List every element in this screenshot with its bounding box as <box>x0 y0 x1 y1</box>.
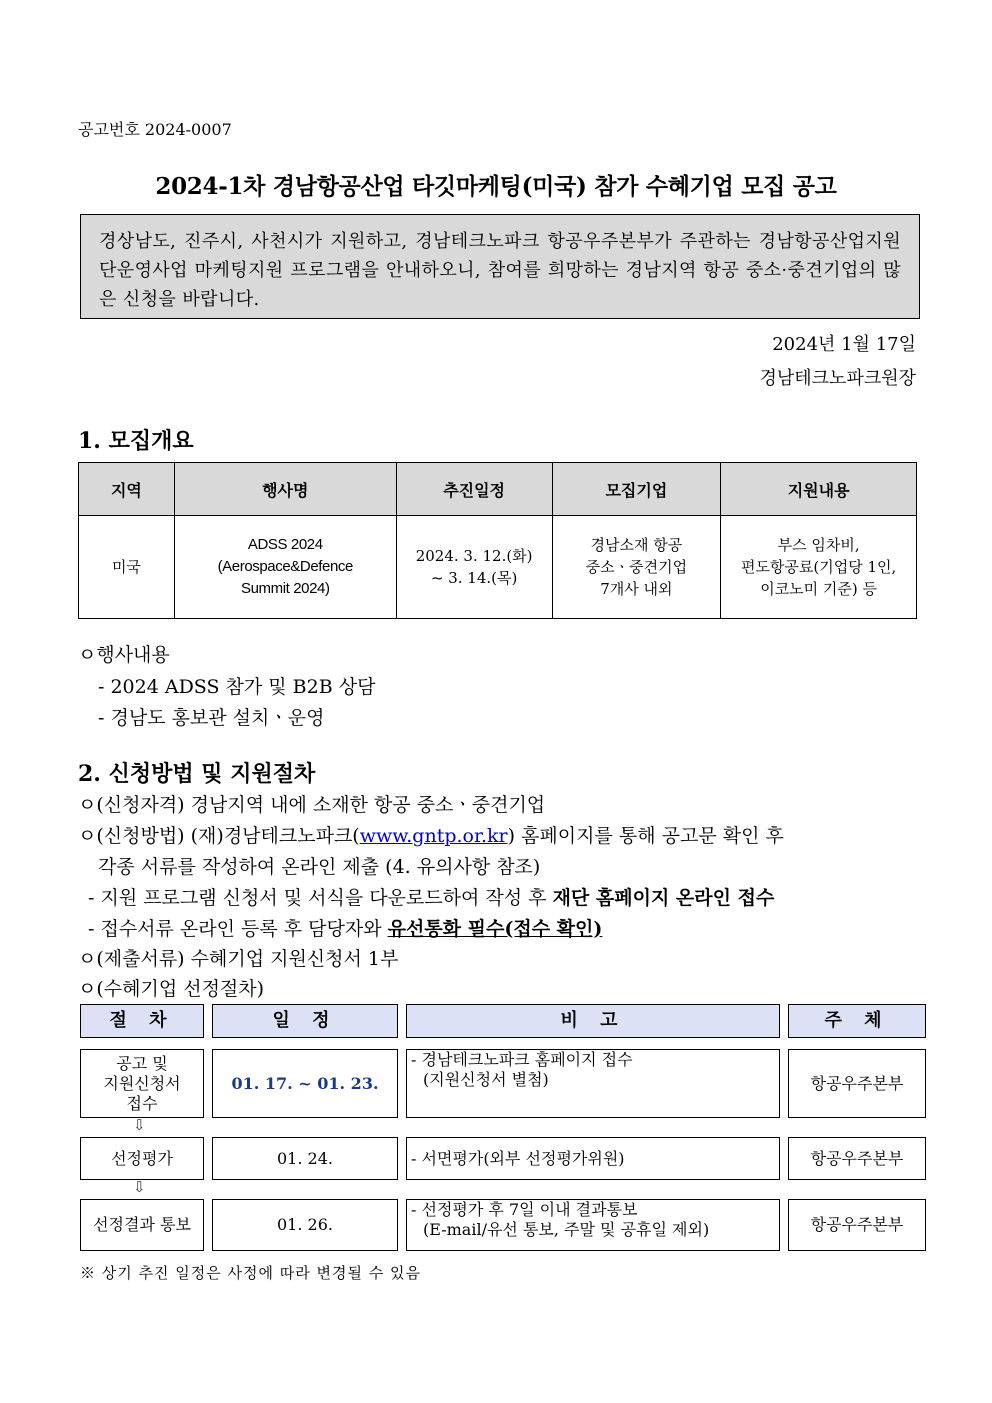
issuer: 경남테크노파크원장 <box>759 368 916 389</box>
process-owner-1: 항공우주본부 <box>788 1049 926 1118</box>
process-note-3 <box>406 1199 780 1251</box>
process-schedule-1: 01. 17. ~ 01. 23. <box>212 1049 398 1118</box>
down-arrow-icon: ⇩ <box>133 1116 146 1134</box>
support-line: 이코노미 기준) 등 <box>760 580 878 598</box>
process-header-step: 절 차 <box>80 1004 204 1038</box>
cell-companies <box>552 516 721 619</box>
header-support: 지원내용 <box>721 463 917 516</box>
step-line: 지원신청서 <box>103 1073 181 1093</box>
method-prefix: ㅇ(신청방법) (재)경남테크노파크( <box>78 825 360 847</box>
method-suffix: ) 홈페이지를 통해 공고문 확인 후 <box>507 825 784 847</box>
cell-event <box>174 516 396 619</box>
support-line: 부스 임차비, <box>777 536 860 554</box>
event-line: ADSS 2024 <box>247 536 323 553</box>
cell-region: 미국 <box>79 516 175 619</box>
footnote: ※ 상기 추진 일정은 사정에 따라 변경될 수 있음 <box>80 1264 421 1282</box>
overview-row <box>79 516 917 619</box>
header-region: 지역 <box>79 463 175 516</box>
method-bullet-1 <box>88 883 774 910</box>
event-item: - 경남도 홍보관 설치ㆍ운영 <box>98 707 325 729</box>
event-content-heading: ㅇ행사내용 <box>78 644 170 666</box>
event-line: Summit 2024) <box>240 580 330 597</box>
process-owner-2: 항공우주본부 <box>788 1137 926 1180</box>
bullet-emphasis: 재단 홈페이지 온라인 접수 <box>552 887 775 909</box>
company-line: 경남소재 항공 <box>590 536 683 554</box>
process-schedule-2: 01. 24. <box>212 1137 398 1180</box>
process-note-2: - 서면평가(외부 선정평가위원) <box>406 1137 780 1180</box>
section1-title: 1. 모집개요 <box>78 428 194 454</box>
event-item: - 2024 ADSS 참가 및 B2B 상담 <box>98 676 376 698</box>
process-header-schedule: 일 정 <box>212 1004 398 1038</box>
header-event: 행사명 <box>174 463 396 516</box>
process-header-owner: 주 체 <box>788 1004 926 1038</box>
intro-box: 경상남도, 진주시, 사천시가 지원하고, 경남테크노파크 항공우주본부가 주관하는 경남항공산업지원단운영사업 마케팅지원 프로그램을 안내하오니, 참여를 희망하는 경남지역 항공 중소·중견기업의 많은 신청을 바랍니다. <box>80 214 920 319</box>
schedule-line: ~ 3. 14.(목) <box>430 569 518 587</box>
note-line: - 선정평가 후 7일 이내 결과통보 <box>411 1200 638 1219</box>
section2-title: 2. 신청방법 및 지원절차 <box>78 761 316 787</box>
down-arrow-icon: ⇩ <box>133 1178 146 1196</box>
announcement-date: 2024년 1월 17일 <box>772 334 916 355</box>
process-owner-3: 항공우주본부 <box>788 1199 926 1251</box>
bullet-emphasis: 유선통화 필수(접수 확인) <box>387 918 603 940</box>
note-line: - 경남테크노파크 홈페이지 접수 <box>411 1050 633 1069</box>
note-line: (E-mail/유선 통보, 주말 및 공휴일 제외) <box>423 1220 710 1239</box>
gntp-link[interactable]: www.gntp.or.kr <box>359 825 508 847</box>
selection-line: ㅇ(수혜기업 선정절차) <box>78 978 265 1000</box>
header-companies: 모집기업 <box>552 463 721 516</box>
cell-support <box>721 516 917 619</box>
process-step-1 <box>80 1049 204 1118</box>
process-step-3: 선정결과 통보 <box>80 1199 204 1251</box>
notice-number: 공고번호 2024-0007 <box>78 120 232 139</box>
support-line: 편도항공료(기업당 1인, <box>740 558 897 576</box>
documents-line: ㅇ(제출서류) 수혜기업 지원신청서 1부 <box>78 948 399 970</box>
page-title: 2024-1차 경남항공산업 타깃마케팅(미국) 참가 수혜기업 모집 공고 <box>155 173 837 200</box>
company-line: 7개사 내외 <box>600 580 673 598</box>
company-line: 중소ㆍ중견기업 <box>585 558 688 576</box>
note-line: (지원신청서 별첨) <box>423 1070 549 1089</box>
schedule-line: 2024. 3. 12.(화) <box>415 547 533 565</box>
overview-header-row <box>79 463 917 516</box>
eligibility-line: ㅇ(신청자격) 경남지역 내에 소재한 항공 중소ㆍ중견기업 <box>78 794 546 816</box>
step-line: 공고 및 <box>116 1053 168 1073</box>
method-bullet-2 <box>88 914 602 941</box>
cell-schedule <box>396 516 552 619</box>
method-line <box>78 821 784 848</box>
step-line: 접수 <box>126 1093 158 1113</box>
process-schedule-3: 01. 26. <box>212 1199 398 1251</box>
event-line: (Aerospace&Defence <box>217 558 353 575</box>
bullet-text: - 접수서류 온라인 등록 후 담당자와 <box>88 918 388 940</box>
overview-table <box>78 462 917 619</box>
bullet-text: - 지원 프로그램 신청서 및 서식을 다운로드하여 작성 후 <box>88 887 553 909</box>
process-header-note: 비 고 <box>406 1004 780 1038</box>
method-continued: 각종 서류를 작성하여 온라인 제출 (4. 유의사항 참조) <box>98 856 541 878</box>
header-schedule: 추진일정 <box>396 463 552 516</box>
process-note-1 <box>406 1049 780 1118</box>
process-step-2: 선정평가 <box>80 1137 204 1180</box>
